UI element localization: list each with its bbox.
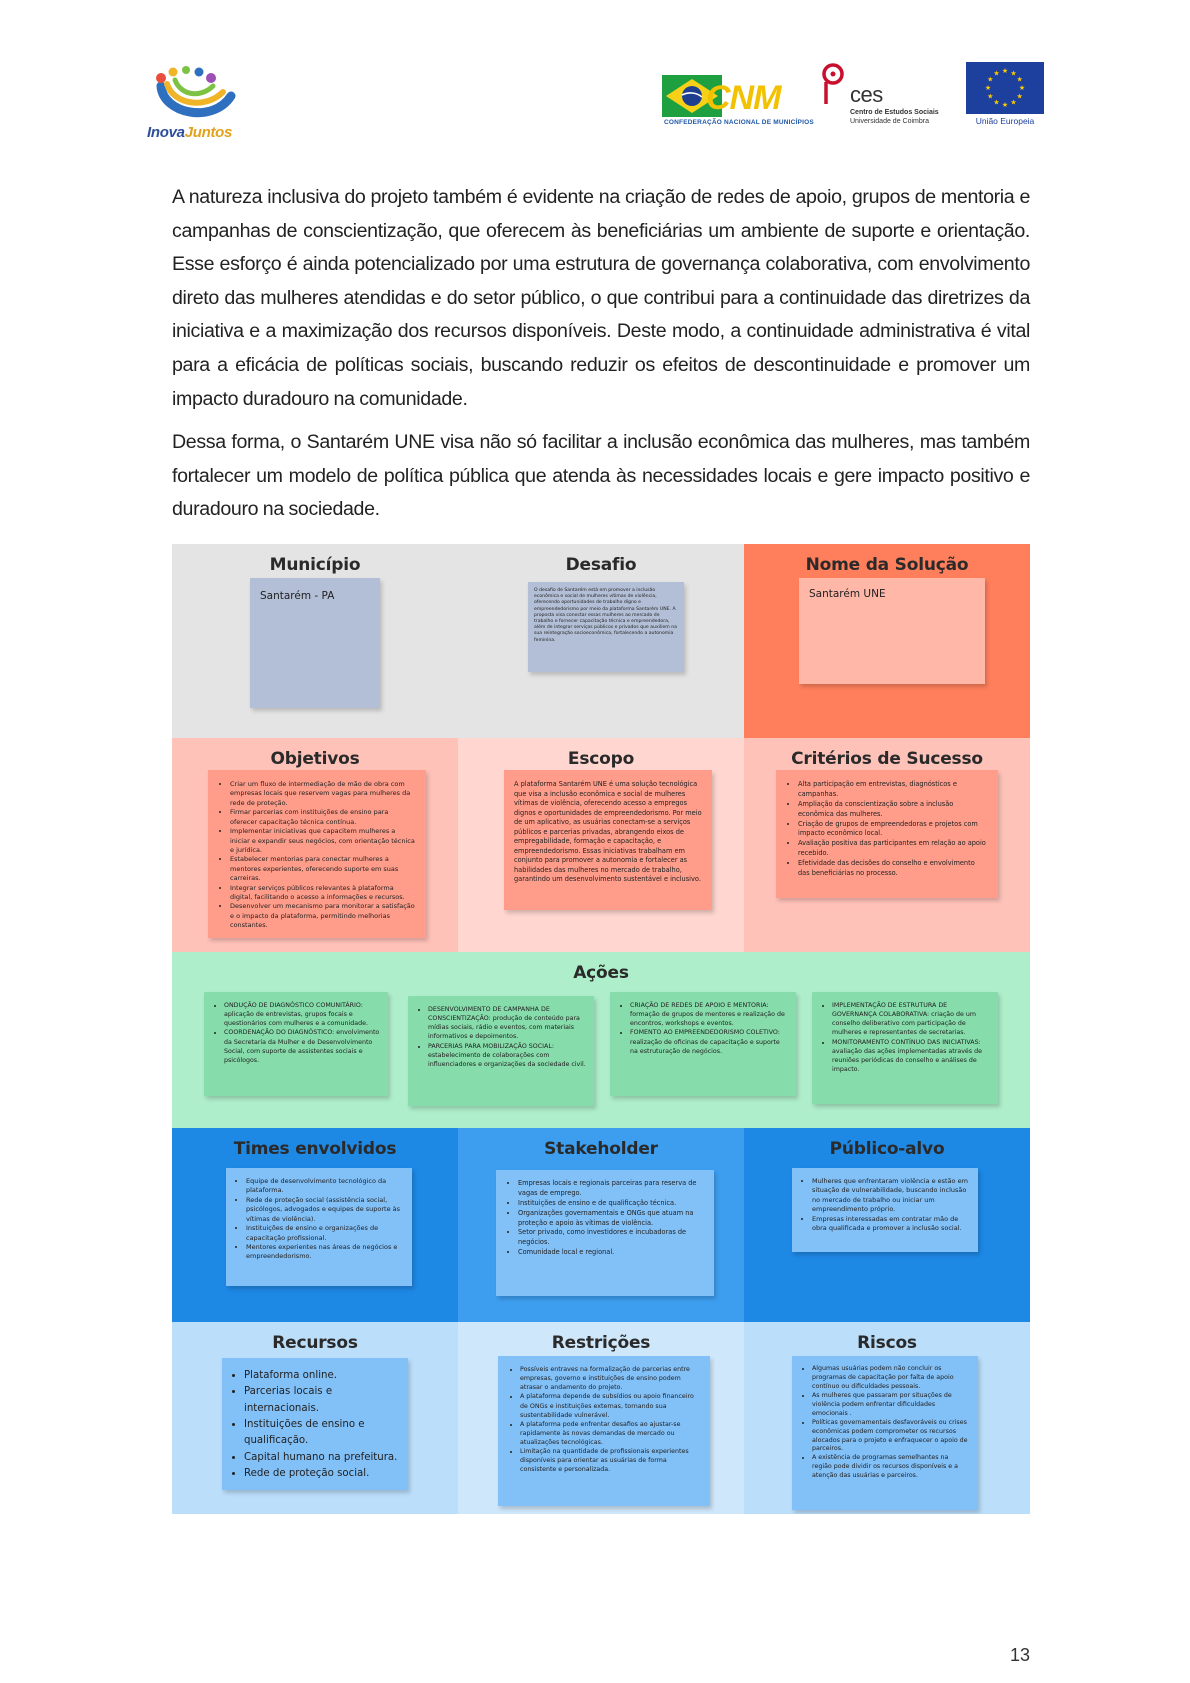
list-item: • A existência de programas semelhantes na região pode dividir os recursos disponíveis e a atenção das usuárias e parceiros. — [812, 1454, 970, 1481]
list-item: • Empresas locais e regionais parceiras para reserva de vagas de emprego. — [518, 1179, 704, 1199]
cell-title: Município — [269, 555, 361, 575]
svg-text:★: ★ — [1010, 69, 1017, 78]
list-item: • A plataforma depende de subsídios ou apoio financeiro de ONGs e instituições externas, tornando sua sustentabilidade vulnerável. — [520, 1392, 700, 1419]
sticky-note — [776, 770, 998, 898]
svg-text:★: ★ — [1018, 84, 1026, 92]
list-item: • Avaliação positiva das participantes em relação ao apoio recebido. — [798, 839, 988, 859]
sticky-note — [528, 582, 684, 672]
svg-text:★: ★ — [1016, 75, 1023, 84]
list-item: • Firmar parcerias com instituições de ensino para oferecer capacitação técnica contínua. — [230, 808, 416, 827]
paragraph: A natureza inclusiva do projeto também é evidente na criação de redes de apoio, grupos de mentoria e campanhas de conscientização, que oferecem às beneficiárias um ambiente de suporte e orientação. Esse esforço é ainda potencializado por uma estrutura de governança colaborativa, com envolvimento direto das mulheres atendidas e do setor público, o que contribui para a continuidade das diretrizes da iniciativa e a maximização dos recursos disponíveis. Deste modo, a continuidade administrativa é vital para a eficácia de políticas sociais, buscando reduzir os efeitos de descontinuidade e promover um impacto duradouro na comunidade. — [172, 186, 1030, 410]
sticky-note — [222, 1358, 408, 1490]
cell-title: Desafio — [565, 555, 637, 575]
cell-title: Público-alvo — [829, 1139, 945, 1159]
note-list — [800, 1177, 970, 1234]
cell-municipio — [172, 544, 458, 738]
ces-caption-line1: Centro de Estudos Sociais — [850, 109, 939, 116]
note-list — [786, 780, 988, 879]
list-item: • Rede de proteção social (assistência social, psicólogos, advogados e equipes de suporte às vítimas de violência). — [246, 1196, 404, 1224]
sticky-note — [504, 770, 712, 910]
cell-acoes — [172, 952, 1030, 1128]
cell-restricoes — [458, 1322, 744, 1514]
cell-title: Critérios de Sucesso — [791, 749, 983, 769]
note-list — [212, 1001, 380, 1065]
note-text: Santarém UNE — [809, 588, 886, 600]
page-number: 13 — [1010, 1645, 1031, 1665]
svg-text:★: ★ — [1010, 98, 1017, 107]
body-text — [172, 181, 1030, 537]
ces-wordmark: ces — [850, 82, 883, 107]
cell-title: Stakeholder — [544, 1139, 658, 1159]
ces-caption-line2: Universidade de Coimbra — [850, 118, 929, 125]
list-item: • Instituições de ensino e de qualificação técnica. — [518, 1199, 704, 1209]
list-item: • Plataforma online. — [244, 1368, 398, 1384]
cell-title: Times envolvidos — [233, 1139, 397, 1159]
sticky-note — [208, 770, 426, 938]
sticky-note — [408, 996, 594, 1106]
note-text: Santarém - PA — [260, 590, 335, 602]
solution-canvas — [172, 544, 1030, 1514]
note-list — [508, 1365, 700, 1475]
paragraph: Dessa forma, o Santarém UNE visa não só facilitar a inclusão econômica das mulheres, mas também fortalecer um modelo de política pública que atenda às necessidades locais e gere impacto positivo e duradouro na sociedade. — [172, 431, 1030, 521]
list-item: • Organizações governamentais e ONGs que atuam na proteção e apoio às vítimas de violência. — [518, 1209, 704, 1229]
cell-publico-alvo — [744, 1128, 1030, 1322]
list-item: • ONDUÇÃO DE DIAGNÓSTICO COMUNITÁRIO: aplicação de entrevistas, grupos focais e questionários com mulheres e a comunidade. — [224, 1001, 380, 1028]
svg-text:★: ★ — [1016, 92, 1023, 101]
list-item: • Implementar iniciativas que capacitem mulheres a iniciar e expandir seus negócios, com orientação técnica e jurídica. — [230, 827, 416, 855]
sticky-note — [226, 1168, 412, 1286]
list-item: • COORDENAÇÃO DO DIAGNÓSTICO: envolvimento da Secretaria da Mulher e de Desenvolvimento Social, com suporte de assistentes sociais e psicólogos. — [224, 1028, 380, 1065]
svg-text:★: ★ — [993, 98, 1000, 107]
list-item: • Efetividade das decisões do conselho e envolvimento das beneficiárias no processo. — [798, 859, 988, 879]
svg-text:★: ★ — [987, 75, 994, 84]
cnm-wordmark: CNM — [706, 79, 781, 117]
cell-title: Ações — [573, 963, 629, 983]
cell-title: Nome da Solução — [805, 555, 969, 575]
cell-riscos — [744, 1322, 1030, 1514]
svg-text:★: ★ — [987, 92, 994, 101]
sticky-note — [250, 578, 380, 708]
note-list — [820, 1001, 990, 1074]
list-item: • Criar um fluxo de intermediação de mão de obra com empresas locais que reservem vagas para mulheres da rede de proteção. — [230, 780, 416, 808]
sticky-note — [496, 1170, 714, 1296]
list-item: • Empresas interessadas em contratar mão de obra qualificada e promover a inclusão social. — [812, 1215, 970, 1234]
list-item: • As mulheres que passaram por situações de violência podem enfrentar dificuldades emocionais . — [812, 1392, 970, 1419]
sticky-note — [498, 1356, 710, 1506]
list-item: • FOMENTO AO EMPREENDEDORISMO COLETIVO: realização de oficinas de capacitação e suporte na estruturação de negócios. — [630, 1028, 788, 1055]
list-item: • IMPLEMENTAÇÃO DE ESTRUTURA DE GOVERNANÇA COLABORATIVA: criação de um conselho deliberativo com participação de mulheres e representantes de secretarias. — [832, 1001, 990, 1038]
sticky-note — [204, 992, 388, 1096]
list-item: • DESENVOLVIMENTO DE CAMPANHA DE CONSCIENTIZAÇÃO: produção de conteúdo para mídias sociais, rádio e eventos, com materiais informativos e depoimentos. — [428, 1005, 586, 1042]
list-item: • Rede de proteção social. — [244, 1466, 398, 1482]
eu-logo — [966, 62, 1044, 128]
list-item: • Algumas usuárias podem não concluir os programas de capacitação por falta de apoio contínuo ou dificuldades pessoais. — [812, 1365, 970, 1392]
ces-logo — [818, 62, 948, 132]
list-item: • Mentores experientes nas áreas de negócios e empreendedorismo. — [246, 1243, 404, 1262]
list-item: • Instituições de ensino e organizações de capacitação profissional. — [246, 1224, 404, 1243]
cnm-caption: CONFEDERAÇÃO NACIONAL DE MUNICÍPIOS — [664, 119, 814, 126]
list-item: • Políticas governamentais desfavoráveis ou crises econômicas podem comprometer os recursos alocados para o projeto e enfraquecer o apoio de parceiros. — [812, 1419, 970, 1455]
list-item: • Criação de grupos de empreendedoras e projetos com impacto econômico local. — [798, 820, 988, 840]
note-list — [800, 1365, 970, 1481]
svg-text:★: ★ — [1001, 67, 1009, 75]
cell-title: Restrições — [551, 1333, 651, 1353]
cell-escopo — [458, 738, 744, 952]
inovajuntos-logo — [145, 58, 245, 148]
sticky-note — [799, 578, 985, 684]
cell-criterios-sucesso — [744, 738, 1030, 952]
cell-title: Escopo — [567, 749, 635, 769]
list-item: • CRIAÇÃO DE REDES DE APOIO E MENTORIA: formação de grupos de mentores e realização de encontros, workshops e eventos. — [630, 1001, 788, 1028]
ces-mark-icon — [818, 62, 852, 106]
list-item: • Limitação na quantidade de profissionais experientes disponíveis para orientar as usuárias de forma consistente e personalizada. — [520, 1447, 700, 1474]
list-item: • Comunidade local e regional. — [518, 1248, 704, 1258]
eu-flag-icon — [966, 62, 1044, 114]
list-item: • MONITORAMENTO CONTÍNUO DAS INICIATIVAS: avaliação das ações implementadas através de reuniões periódicas do conselho e análises de impacto. — [832, 1038, 990, 1075]
list-item: • Integrar serviços públicos relevantes à plataforma digital, facilitando o acesso a informações e recursos. — [230, 884, 416, 903]
inovajuntos-wordmark: InovaJuntos — [147, 124, 233, 141]
list-item: • PARCERIAS PARA MOBILIZAÇÃO SOCIAL: estabelecimento de colaborações com influenciadores e organizações da sociedade civil. — [428, 1042, 586, 1069]
eu-caption: União Europeia — [975, 116, 1035, 126]
cell-title: Riscos — [857, 1333, 917, 1353]
sticky-note — [812, 992, 998, 1104]
list-item: • Desenvolver um mecanismo para monitorar a satisfação e o impacto da plataforma, permitindo melhorias constantes. — [230, 902, 416, 930]
list-item: • Instituições de ensino e qualificação. — [244, 1417, 398, 1450]
note-list — [618, 1001, 788, 1056]
cell-title: Recursos — [272, 1333, 358, 1353]
cell-objetivos — [172, 738, 458, 952]
note-list — [234, 1177, 404, 1262]
list-item: • Estabelecer mentorias para conectar mulheres a mentores experientes, oferecendo suporte em suas carreiras. — [230, 855, 416, 883]
inovajuntos-swirl-icon — [153, 66, 237, 122]
sticky-note — [792, 1168, 978, 1252]
cnm-logo — [662, 75, 814, 127]
note-list — [416, 1005, 586, 1069]
list-item: • A plataforma pode enfrentar desafios ao ajustar-se rapidamente às novas demandas de mercado ou atualizações tecnológicas. — [520, 1420, 700, 1447]
list-item: • Capital humano na prefeitura. — [244, 1450, 398, 1466]
note-list — [232, 1368, 398, 1482]
list-item: • Ampliação da conscientização sobre a inclusão econômica das mulheres. — [798, 800, 988, 820]
list-item: • Mulheres que enfrentaram violência e estão em situação de vulnerabilidade, buscando inclusão no mercado de trabalho ou iniciar um empreendimento próprio. — [812, 1177, 970, 1215]
cell-recursos — [172, 1322, 458, 1514]
cell-desafio — [458, 544, 744, 738]
note-text: A plataforma Santarém UNE é uma solução tecnológica que visa a inclusão econômica e social de mulheres vítimas de violência, oferecendo acesso a empregos dignos e oportunidades de empreendedorismo. Por meio de um aplicativo, as usuárias conectam-se a serviços públicos e parcerias privadas, abrangendo eixos de empregabilidade, formação e capacitação, e empreendedorismo. Essas iniciativas trabalham em conjunto para promover a autonomia e fortalecer as habilidades das mulheres no mercado de trabalho, garantindo um desenvolvimento sustentável e inclusivo. — [514, 780, 702, 884]
list-item: • Alta participação em entrevistas, diagnósticos e campanhas. — [798, 780, 988, 800]
svg-text:★: ★ — [984, 84, 992, 92]
svg-text:★: ★ — [993, 69, 1000, 78]
list-item: • Parcerias locais e internacionais. — [244, 1384, 398, 1417]
list-item: • Setor privado, como investidores e incubadoras de negócios. — [518, 1228, 704, 1248]
list-item: • Equipe de desenvolvimento tecnológico da plataforma. — [246, 1177, 404, 1196]
cell-stakeholder — [458, 1128, 744, 1322]
note-list — [506, 1179, 704, 1258]
list-item: • Possíveis entraves na formalização de parcerias entre empresas, governo e instituições de ensino podem atrasar o andamento do projeto. — [520, 1365, 700, 1392]
cell-times-envolvidos — [172, 1128, 458, 1322]
sticky-note — [792, 1356, 978, 1510]
note-text: O desafio de Santarém está em promover a inclusão econômica e social de mulheres vítimas de violência, oferecendo oportunidades de trabalho digno e empreendedorismo por meio da plataforma Santarém UNE. A proposta visa conectar essas mulheres ao mercado de trabalho e fornecer capacitação técnica e empreendedora, além de integrar serviços públicos e privados que auxiliem na sua reintegração socioeconômica, fortalecendo a autonomia feminina. — [534, 588, 677, 643]
cell-nome-solucao — [744, 544, 1030, 738]
note-list — [218, 780, 416, 931]
sticky-note — [610, 992, 796, 1096]
cell-title: Objetivos — [270, 749, 360, 769]
svg-text:★: ★ — [1001, 101, 1009, 109]
